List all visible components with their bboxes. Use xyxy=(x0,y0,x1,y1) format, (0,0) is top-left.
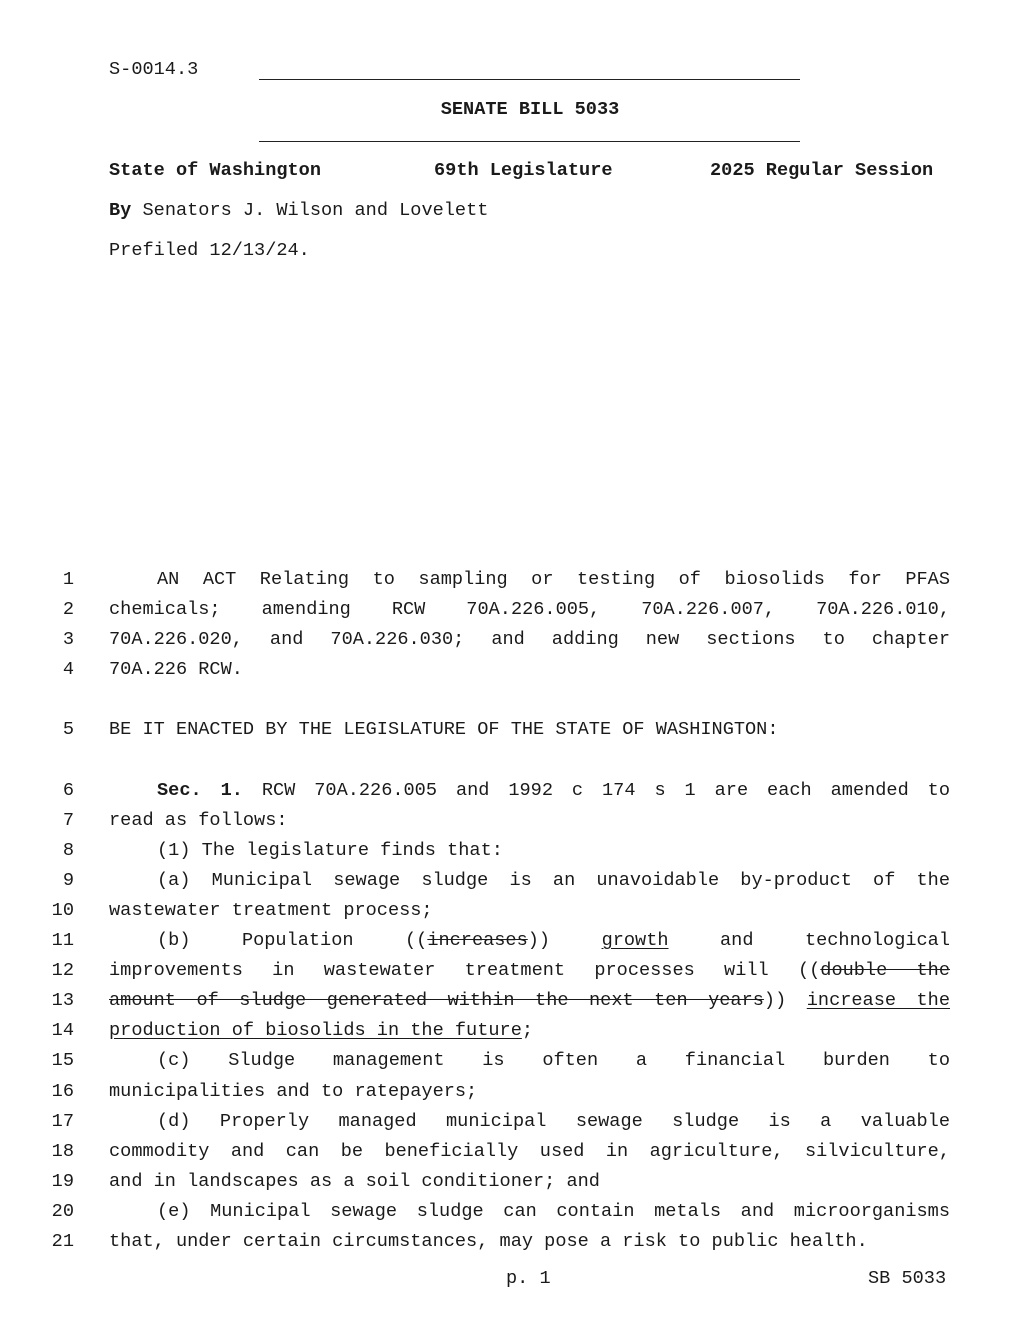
text-line-8: (1) The legislature finds that: xyxy=(157,840,503,861)
line-number: 20 xyxy=(51,1201,74,1222)
text-line-12 xyxy=(109,962,950,981)
text-line-3: 70A.226.020, and 70A.226.030; and adding new sections to chapter xyxy=(109,629,950,650)
line-number: 16 xyxy=(51,1081,74,1102)
text-line-13 xyxy=(109,992,950,1011)
prefiled-date: Prefiled 12/13/24. xyxy=(109,240,310,261)
line-number: 17 xyxy=(51,1111,74,1132)
struck-text: increases xyxy=(427,930,528,951)
line-number: 18 xyxy=(51,1141,74,1162)
line-number: 7 xyxy=(62,810,74,831)
text-line-6 xyxy=(109,782,950,801)
text-line-14 xyxy=(109,1022,950,1041)
top-rule xyxy=(259,79,800,80)
line-number: 10 xyxy=(51,900,74,921)
line-number: 13 xyxy=(51,990,74,1011)
page-number: p. 1 xyxy=(506,1268,551,1289)
text-line-21: that, under certain circumstances, may pose a risk to public health. xyxy=(109,1231,868,1252)
text-line-2: chemicals; amending RCW 70A.226.005, 70A.226.007, 70A.226.010, xyxy=(109,599,950,620)
line-number: 14 xyxy=(51,1020,74,1041)
enacting-clause: BE IT ENACTED BY THE LEGISLATURE OF THE STATE OF WASHINGTON: xyxy=(109,719,779,740)
line-number: 3 xyxy=(62,629,74,650)
line-number: 21 xyxy=(51,1231,74,1252)
line-number: 5 xyxy=(62,719,74,740)
sponsors: Senators J. Wilson and Lovelett xyxy=(142,200,489,221)
line-number: 19 xyxy=(51,1171,74,1192)
text-line-4: 70A.226 RCW. xyxy=(109,659,243,680)
text-line-11 xyxy=(109,932,950,951)
text-line-10: wastewater treatment process; xyxy=(109,900,433,921)
document-id: S-0014.3 xyxy=(109,59,199,80)
line-number: 8 xyxy=(62,840,74,861)
text-segment: )) xyxy=(763,990,787,1011)
bill-reference: SB 5033 xyxy=(868,1268,947,1289)
text-line-16: municipalities and to ratepayers; xyxy=(109,1081,478,1102)
inserted-text: production of biosolids in the future xyxy=(109,1020,522,1041)
text-segment: and technological xyxy=(720,930,950,951)
text-line-18: commodity and can be beneficially used in agriculture, silviculture, xyxy=(109,1141,950,1162)
struck-text: double the xyxy=(820,960,950,981)
text-line-19: and in landscapes as a soil conditioner; and xyxy=(109,1171,600,1192)
inserted-text: increase the xyxy=(806,990,950,1011)
text-line-17: (d) Properly managed municipal sewage sludge is a valuable xyxy=(157,1111,950,1132)
line-number: 4 xyxy=(62,659,74,680)
sponsors-line xyxy=(109,202,488,221)
line-number: 9 xyxy=(62,870,74,891)
text-line-1: AN ACT Relating to sampling or testing of biosolids for PFAS xyxy=(157,569,950,590)
text-line-9: (a) Municipal sewage sludge is an unavoidable by-product of the xyxy=(157,870,950,891)
text-line-20: (e) Municipal sewage sludge can contain metals and microorganisms xyxy=(157,1201,950,1222)
line-number: 12 xyxy=(51,960,74,981)
bill-title: SENATE BILL 5033 xyxy=(440,99,620,120)
section-amendment: RCW 70A.226.005 and 1992 c 174 s 1 are each amended to xyxy=(261,780,950,801)
by-label: By xyxy=(109,200,132,221)
text-line-15: (c) Sludge management is often a financial burden to xyxy=(157,1050,950,1071)
line-number: 15 xyxy=(51,1050,74,1071)
legislature-number: 69th Legislature xyxy=(434,160,613,181)
line-number: 6 xyxy=(62,780,74,801)
text-segment: )) xyxy=(527,930,551,951)
bottom-rule xyxy=(259,141,800,142)
state-name: State of Washington xyxy=(109,160,322,181)
line-number: 11 xyxy=(51,930,74,951)
text-segment: ; xyxy=(521,1020,534,1041)
text-segment: improvements in wastewater treatment processes will (( xyxy=(109,960,821,981)
line-number: 2 xyxy=(62,599,74,620)
session-name: 2025 Regular Session xyxy=(710,160,934,181)
inserted-text: growth xyxy=(601,930,669,951)
line-number: 1 xyxy=(62,569,74,590)
struck-text: amount of sludge generated within the next ten years xyxy=(109,990,764,1011)
text-segment: (b) Population (( xyxy=(157,930,428,951)
text-line-7: read as follows: xyxy=(109,810,288,831)
section-label: Sec. 1. xyxy=(157,780,243,801)
